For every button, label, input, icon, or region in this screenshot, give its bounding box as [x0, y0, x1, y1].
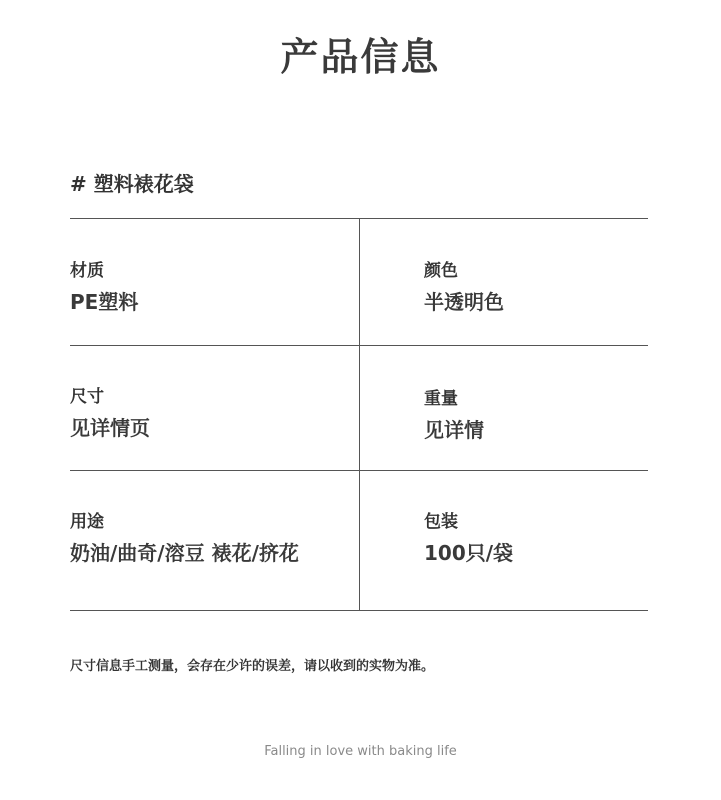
measurement-disclaimer: 尺寸信息手工测量，会存在少许的误差，请以收到的实物为准。 — [70, 659, 435, 674]
spec-label: 用途 — [70, 512, 104, 532]
spec-cell-usage — [70, 511, 299, 566]
page-title: 产品信息 — [280, 35, 441, 79]
spec-label: 包装 — [424, 512, 458, 532]
spec-cell-size — [70, 386, 150, 441]
spec-value: 半透明色 — [424, 290, 504, 314]
spec-label: 尺寸 — [70, 387, 104, 407]
section-title: # 塑料裱花袋 — [70, 172, 194, 196]
spec-cell-material — [70, 260, 138, 315]
spec-cell-package — [424, 511, 513, 566]
spec-table — [70, 218, 648, 611]
spec-label: 重量 — [424, 389, 458, 409]
spec-label: 颜色 — [424, 261, 458, 281]
brand-tagline: Falling in love with baking life — [264, 744, 457, 759]
spec-value: 奶油/曲奇/溶豆 裱花/挤花 — [70, 541, 299, 565]
spec-value: PE塑料 — [70, 290, 139, 314]
spec-label: 材质 — [70, 261, 104, 281]
spec-value: 见详情 — [424, 418, 484, 442]
column-divider — [359, 218, 360, 611]
spec-cell-color — [424, 260, 504, 315]
spec-cell-weight — [424, 388, 484, 443]
spec-value: 见详情页 — [70, 416, 150, 440]
spec-value: 100只/袋 — [424, 541, 514, 565]
